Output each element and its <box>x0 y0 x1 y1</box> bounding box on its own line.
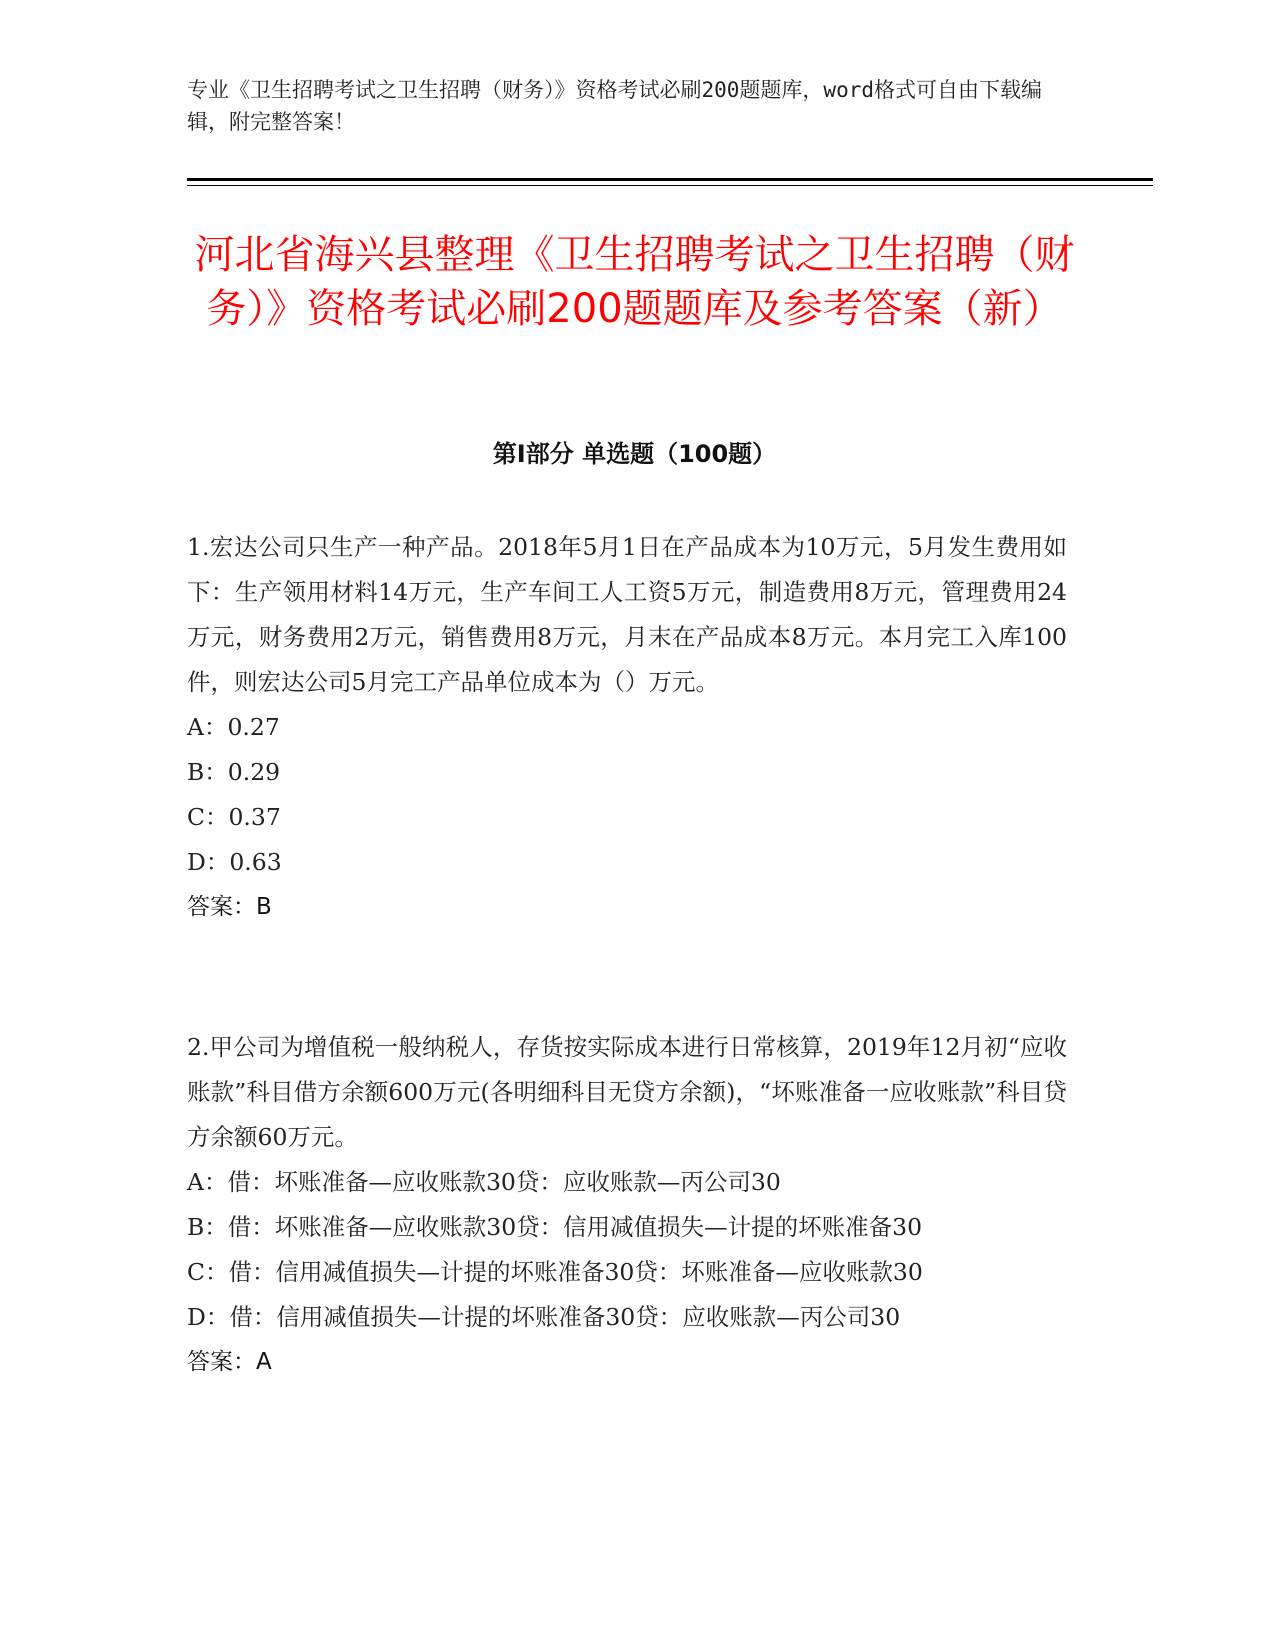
option-c: C：0.37 <box>187 803 281 831</box>
question-2 <box>187 1025 1067 1385</box>
option-a: A：0.27 <box>187 713 280 741</box>
header-note: 专业《卫生招聘考试之卫生招聘（财务）》资格考试必刷200题题库，word格式可自由下载编辑，附完整答案！ <box>187 78 1042 134</box>
option-b: B：0.29 <box>187 758 281 786</box>
answer: 答案：A <box>187 1349 272 1375</box>
option-c: C：借：信用减值损失—计提的坏账准备30贷：坏账准备—应收账款30 <box>187 1258 923 1286</box>
header-rule-thick <box>187 178 1153 181</box>
question-stem: 2.甲公司为增值税一般纳税人，存货按实际成本进行日常核算，2019年12月初“应收账款”科目借方余额600万元(各明细科目无贷方余额)，“坏账准备一应收账款”科目贷方余额60万元。 <box>187 1033 1067 1151</box>
option-b: B：借：坏账准备—应收账款30贷：信用减值损失—计提的坏账准备30 <box>187 1213 923 1241</box>
option-d: D：0.63 <box>187 848 282 876</box>
question-1 <box>187 525 1067 930</box>
document-title: 河北省海兴县整理《卫生招聘考试之卫生招聘（财务）》资格考试必刷200题题库及参考答案（新） <box>194 232 1075 332</box>
answer: 答案：B <box>187 894 272 920</box>
option-a: A：借：坏账准备—应收账款30贷：应收账款—丙公司30 <box>187 1168 781 1196</box>
option-d: D：借：信用减值损失—计提的坏账准备30贷：应收账款—丙公司30 <box>187 1303 901 1331</box>
question-stem: 1.宏达公司只生产一种产品。2018年5月1日在产品成本为10万元，5月发生费用如下：生产领用材料14万元，生产车间工人工资5万元，制造费用8万元，管理费用24万元，财务费用2万元，销售费用8万元，月末在产品成本8万元。本月完工入库100件，则宏达公司5月完工产品单位成本为（）万元。 <box>187 533 1067 696</box>
header-rule-thin <box>187 185 1153 186</box>
section-title: 第Ⅰ部分 单选题（100题） <box>492 440 777 468</box>
